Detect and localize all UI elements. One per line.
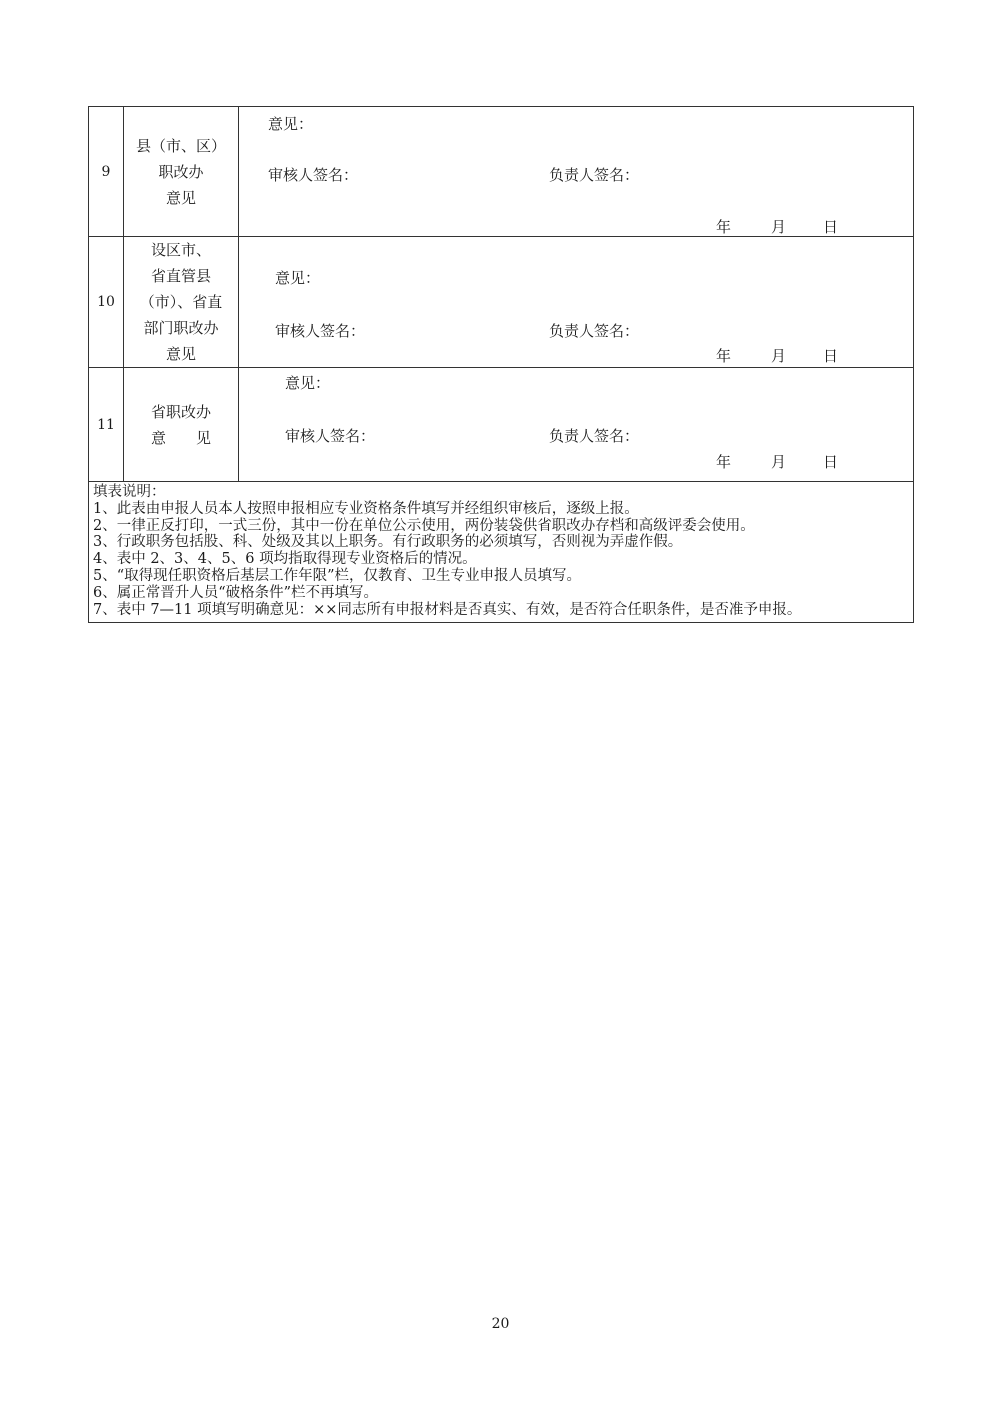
opinion-label: 意见： (285, 374, 331, 392)
row-label-line: （市）、省直 (139, 293, 223, 311)
page-number: 20 (491, 1316, 510, 1332)
leader-signature-label: 负责人签名： (549, 427, 640, 445)
row-label-line: 部门职改办 (143, 319, 219, 337)
row-label-line: 意 见 (150, 428, 211, 447)
note-item: 7、表中 7—11 项填写明确意见：××同志所有申报材料是否真实、有效，是否符合任职条件，是否准予申报。 (93, 601, 802, 618)
date-month-label: 月 (771, 218, 787, 236)
row-label (124, 237, 239, 368)
date-year-label: 年 (716, 218, 732, 236)
notes-cell (89, 482, 914, 623)
date-year-label: 年 (716, 453, 732, 471)
note-item: 4、表中 2、3、4、5、6 项均指取得现专业资格后的情况。 (93, 551, 477, 568)
date-day-label: 日 (823, 218, 839, 236)
date-month-label: 月 (771, 347, 787, 365)
reviewer-signature-label: 审核人签名： (285, 427, 376, 445)
row-number: 9 (89, 107, 124, 237)
date-month-label: 月 (771, 453, 787, 471)
note-item: 2、一律正反打印，一式三份，其中一份在单位公示使用，两份装袋供省职改办存档和高级评委会使用。 (93, 517, 755, 534)
opinion-cell[interactable] (239, 368, 914, 482)
date-day-label: 日 (823, 347, 839, 365)
leader-signature-label: 负责人签名： (549, 322, 640, 340)
note-item: 5、“取得现任职资格后基层工作年限”栏，仅教育、卫生专业申报人员填写。 (93, 567, 582, 584)
note-item: 1、此表由申报人员本人按照申报相应专业资格条件填写并经组织审核后，逐级上报。 (93, 500, 639, 517)
row-number: 10 (89, 237, 124, 368)
form-row-10 (89, 237, 914, 368)
row-label-line: 省职改办 (150, 402, 211, 421)
reviewer-signature-label: 审核人签名： (275, 322, 366, 340)
row-label (124, 107, 239, 237)
form-row-9 (89, 107, 914, 237)
reviewer-signature-label: 审核人签名： (268, 166, 359, 184)
leader-signature-label: 负责人签名： (549, 166, 640, 184)
row-number: 11 (89, 368, 124, 482)
date-day-label: 日 (823, 453, 839, 471)
row-label-line: 县（市、区） (135, 136, 226, 155)
note-item: 3、行政职务包括股、科、处级及其以上职务。有行政职务的必须填写，否则视为弄虚作假。 (93, 534, 683, 551)
row-label-line: 设区市、 (150, 241, 211, 259)
approval-form-table (88, 106, 914, 623)
notes-row (89, 482, 914, 623)
row-label-line: 意见 (165, 345, 196, 363)
opinion-cell[interactable] (239, 237, 914, 368)
row-label-line: 职改办 (158, 162, 204, 181)
opinion-label: 意见： (268, 115, 314, 133)
note-item: 6、属正常晋升人员“破格条件”栏不再填写。 (93, 584, 379, 601)
row-label (124, 368, 239, 482)
opinion-label: 意见： (275, 269, 321, 287)
form-row-11 (89, 368, 914, 482)
row-label-line: 省直管县 (150, 267, 211, 285)
row-label-line: 意见 (165, 188, 196, 207)
opinion-cell[interactable] (239, 107, 914, 237)
date-year-label: 年 (716, 347, 732, 365)
notes-title: 填表说明： (93, 484, 166, 500)
